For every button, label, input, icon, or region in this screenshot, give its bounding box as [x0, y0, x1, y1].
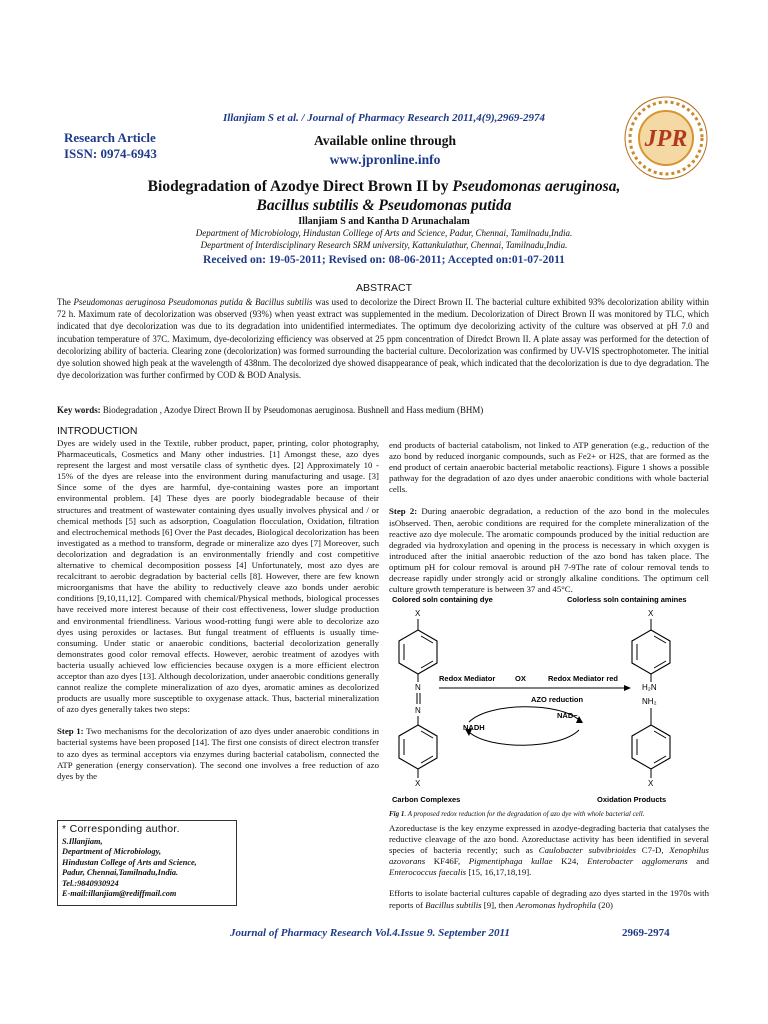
- benzene-ring-top-left: [399, 630, 437, 674]
- title-line1-italic: Pseudomonas aeruginosa,: [452, 178, 621, 195]
- keywords: Key words: Biodegradation , Azodye Direct Brown II by Pseudomonas aeruginosa. Bushnell and Hass medium (BHM): [57, 405, 484, 415]
- title-line2: Bacillus subtilis & Pseudomonas putida: [256, 197, 512, 214]
- fig-ox: OX: [515, 674, 526, 683]
- abstract-text: The Pseudomonas aeruginosa Pseudomonas putida & Bacillus subtilis was used to decolorize the Direct Brown II. The bacterial culture exhibited 93% decolorization ability within 72 h. Maximum rate of decolorization was observed (93%) when yeast extract was supplemented in the medium. Decolorization of Direct Brown II was monitored by TLC, which indicated that dye decolorization was due to its degradation into unidentified intermediates. The optimum dye decolorizing activity of the culture was observed at pH 7.0 and incubation temperature of 37C. Maximum, dye-decolorizing efficiency was observed at 25 ppm concentration of Diredct Brown II. A plate assay was performed for the detection of decolorizing ability of bacteria. Clearing zone (decolorization) was formed surrounding the bacterial culture. Decolorization was confirmed by UV-VIS spectrophotometer. The initial dye solution showed high peak at the wavelength of 438nm. The decolorized dye showed disappearance of peak, which indicated that the decolorization is due to dye degradation. The dye decolorization was further confirmed by COD & BOD Analysis.: [57, 297, 709, 381]
- footer-journal: Journal of Pharmacy Research Vol.4.Issue 9. September 2011: [230, 927, 510, 939]
- authors: Illanjiam S and Kantha D Arunachalam: [298, 216, 470, 227]
- footer-pages: 2969-2974: [622, 927, 670, 939]
- benzene-ring-top-right: [632, 630, 670, 674]
- introduction-heading: INTRODUCTION: [57, 425, 138, 437]
- corr-line: Department of Microbiology,: [62, 847, 162, 856]
- corr-line: Tel.:9840930924: [62, 878, 119, 888]
- article-type-block: [64, 130, 157, 162]
- corr-line: S.Illanjiam,: [62, 836, 103, 846]
- fig-nad: NAD−: [557, 711, 578, 720]
- fig-carbon-complexes: Carbon Complexes: [392, 795, 461, 804]
- step1-paragraph: Step 1: Two mechanisms for the decolorization of azo dyes under anaerobic conditions in bacterial systems have been proposed [14]. The first one consists of direct electron transfer to azo dyes as terminal acceptors via enzymes during bacterial catabolism, connected the ATP generation (energy conservation). The second one involves a free reduction of azo dyes by the: [57, 726, 379, 781]
- availability-block: [250, 131, 520, 169]
- benzene-ring-bottom-right: [632, 725, 670, 769]
- efforts-paragraph: Efforts to isolate bacterial cultures capable of degrading azo dyes started in the 1970s with reports of Bacillus subtilis [9], then Aeromonas hydrophila (20): [389, 888, 709, 910]
- article-type: Research Article: [64, 130, 156, 145]
- issn: ISSN: 0974-6943: [64, 146, 157, 161]
- fig-x-bottom-left: X: [415, 779, 421, 788]
- fig-n-bottom: N: [415, 706, 421, 715]
- corr-line: Hindustan College of Arts and Science,: [62, 857, 197, 867]
- abstract-species: Pseudomonas aeruginosa Pseudomonas putida & Bacillus subtilis: [73, 297, 313, 307]
- fig-nh2: NH₂: [642, 697, 657, 706]
- right-column-top: [389, 440, 709, 595]
- fig-x-top-left: X: [415, 609, 421, 618]
- fig-label-colored: Colored soln containing dye: [392, 595, 493, 604]
- fig-redox-right: Redox Mediator red: [548, 674, 619, 683]
- affiliation-2: Department of Interdisciplinary Research SRM university, Kattankulathur, Chennai, Tamilnadu,India.: [200, 240, 568, 250]
- fig-azo-reduction: AZO reduction: [531, 695, 584, 704]
- dates: Received on: 19-05-2011; Revised on: 08-06-2011; Accepted on:01-07-2011: [203, 254, 565, 266]
- keywords-label: Key words:: [57, 405, 101, 415]
- fig-x-top-right: X: [648, 609, 654, 618]
- corresponding-author-box: [57, 820, 237, 906]
- figure-1-diagram: [389, 592, 709, 810]
- available-online: Available online through: [313, 133, 457, 148]
- fig-redox-left: Redox Mediator: [439, 674, 496, 683]
- fig-nadh: NADH: [463, 723, 485, 732]
- jpr-logo: [623, 92, 709, 184]
- corresponding-heading: * Corresponding author.: [62, 823, 180, 835]
- benzene-ring-bottom-left: [399, 725, 437, 769]
- fig-label-colorless: Colorless soln containing amines: [567, 595, 687, 604]
- right-column-bottom: [389, 823, 709, 911]
- step2-paragraph: Step 2: During anaerobic degradation, a reduction of the azo bond in the molecules isObserved. Then, aerobic conditions are required for the complete mineralization of the reactive azo dye molecule. The aromatic compounds produced by the initial reduction are degraded via hydroxylation and opening in the process is necessary in which oxygen is introduced after the initial anaerobic reduction of the azo bond has taken place. The optimum pH for colour removal is around pH 7-9The rate of colour removal tends to decrease rapidly under strongly acid or strongly alkaline conditions. The optimum cell culture growth temperature is between 37 and 45°C.: [389, 506, 709, 595]
- fig-n-top: N: [415, 683, 421, 692]
- website-link[interactable]: www.jpronline.info: [329, 152, 441, 167]
- figure-1-caption: Fig 1. A proposed redox reduction for the degradation of azo dye with whole bacterial cell.: [389, 810, 645, 818]
- intro-paragraph-1: Dyes are widely used in the Textile, rubber product, paper, printing, color photography, Pharmaceuticals, Cosmetics and Many other industries. [1] Amongst these, azo dyes represent the largest and most versatile class of synthetic dyes. [2] Approximately 10 - 15% of the dyes are release into the environment during manufacturing and usage. [3] Since some of the dyes are harmful, dye-containing wastes pore an important environmental problem. [4] These dyes are poorly biodegradable because of their structures and treatment of wastewater containing dyes usually involves physical and / or chemical methods [5] such as adsorption, Coagulation flocculation, Oxidation, filtration and electrochemical methods [6] Over the Past decades, Biological decolorization has been investigated as a method to transform, degrade or mineralize azo dyes [7] Moreover, such decolorization and degradation is an environmentally friendly and cost competitive alternative to chemical decomposition possess [4] Unfortunately, most azo dyes are recalcitrant to aerobic degradation by bacterial cells [8]. However, there are few known microorganisms that have the ability to reductively cleave azo bonds under aerobic conditions [9,10,11,12]. Compared with chemical/Physical methods, biological processes have received more interest because of their cost effectiveness, lower sludge production and environmental friendliness. Various wood-rotting fungi were able to decolorize azo dyes using peroxides or lactases. But fungal treatment of effluents is usually time-consuming. Under static or anaerobic conditions, bacterial decolorization generally demonstrates good color removal effects. However, aerobic treatment of azodyes with bacteria usually achieved low efficiencies because oxygen is a more efficient electron acceptor than azo dyes [13]. Although decolorization, under anaerobic conditions generally cannot realize the complete mineralization of azo dyes, aromatic amines as decolorized products are usually more susceptible to oxygenase attack. Thus, bacterial mineralization of azo dyes generally takes two steps:: [57, 438, 379, 715]
- abstract-heading: ABSTRACT: [355, 282, 412, 294]
- logo-text: JPR: [644, 126, 688, 152]
- fig-h2n: H₂N: [642, 683, 657, 692]
- corr-line: Padur, Chennai,Tamilnadu,India.: [62, 868, 179, 877]
- journal-header-line: Illanjiam S et al. / Journal of Pharmacy Research 2011,4(9),2969-2974: [222, 112, 546, 124]
- fig-oxidation-products: Oxidation Products: [597, 795, 667, 804]
- affiliation-1: Department of Microbiology, Hindustan Colllege of Arts and Science, Padur, Chennai, Tamilnadu,India.: [195, 228, 573, 238]
- title-line1: Biodegradation of Azodye Direct Brown II by: [147, 178, 453, 195]
- fig-x-bottom-right: X: [648, 779, 654, 788]
- intro-paragraph-right-1: end products of bacterial catabolism, not linked to ATP generation (e.g., reduction of the azo bond by reduced inorganic compounds, such as Fe2+ or H2S, that are formed as the end product of certain anaerobic bacterial metabolic reactions). Figure 1 shows a possible pathway for the degradation of azo dyes under anaerobic conditions with whole bacterial cells.: [389, 440, 709, 495]
- azoreductase-paragraph: Azoreductase is the key enzyme expressed in azodye-degrading bacteria that catalyses the reductive cleavage of the azo bond. Azoreductase activity has been identified in several species of bacteria recently; such as Caulobacter subvibrioides C7-D, Xenophilus azovorans KF46F, Pigmentiphaga kullae K24, Enterobacter agglomerans and Enterococcus faecalis [15, 16,17,18,19].: [389, 823, 709, 878]
- corr-email[interactable]: E-mail:illanjiam@rediffmail.com: [62, 889, 177, 898]
- left-column: [57, 438, 379, 782]
- paper-title: [60, 177, 708, 215]
